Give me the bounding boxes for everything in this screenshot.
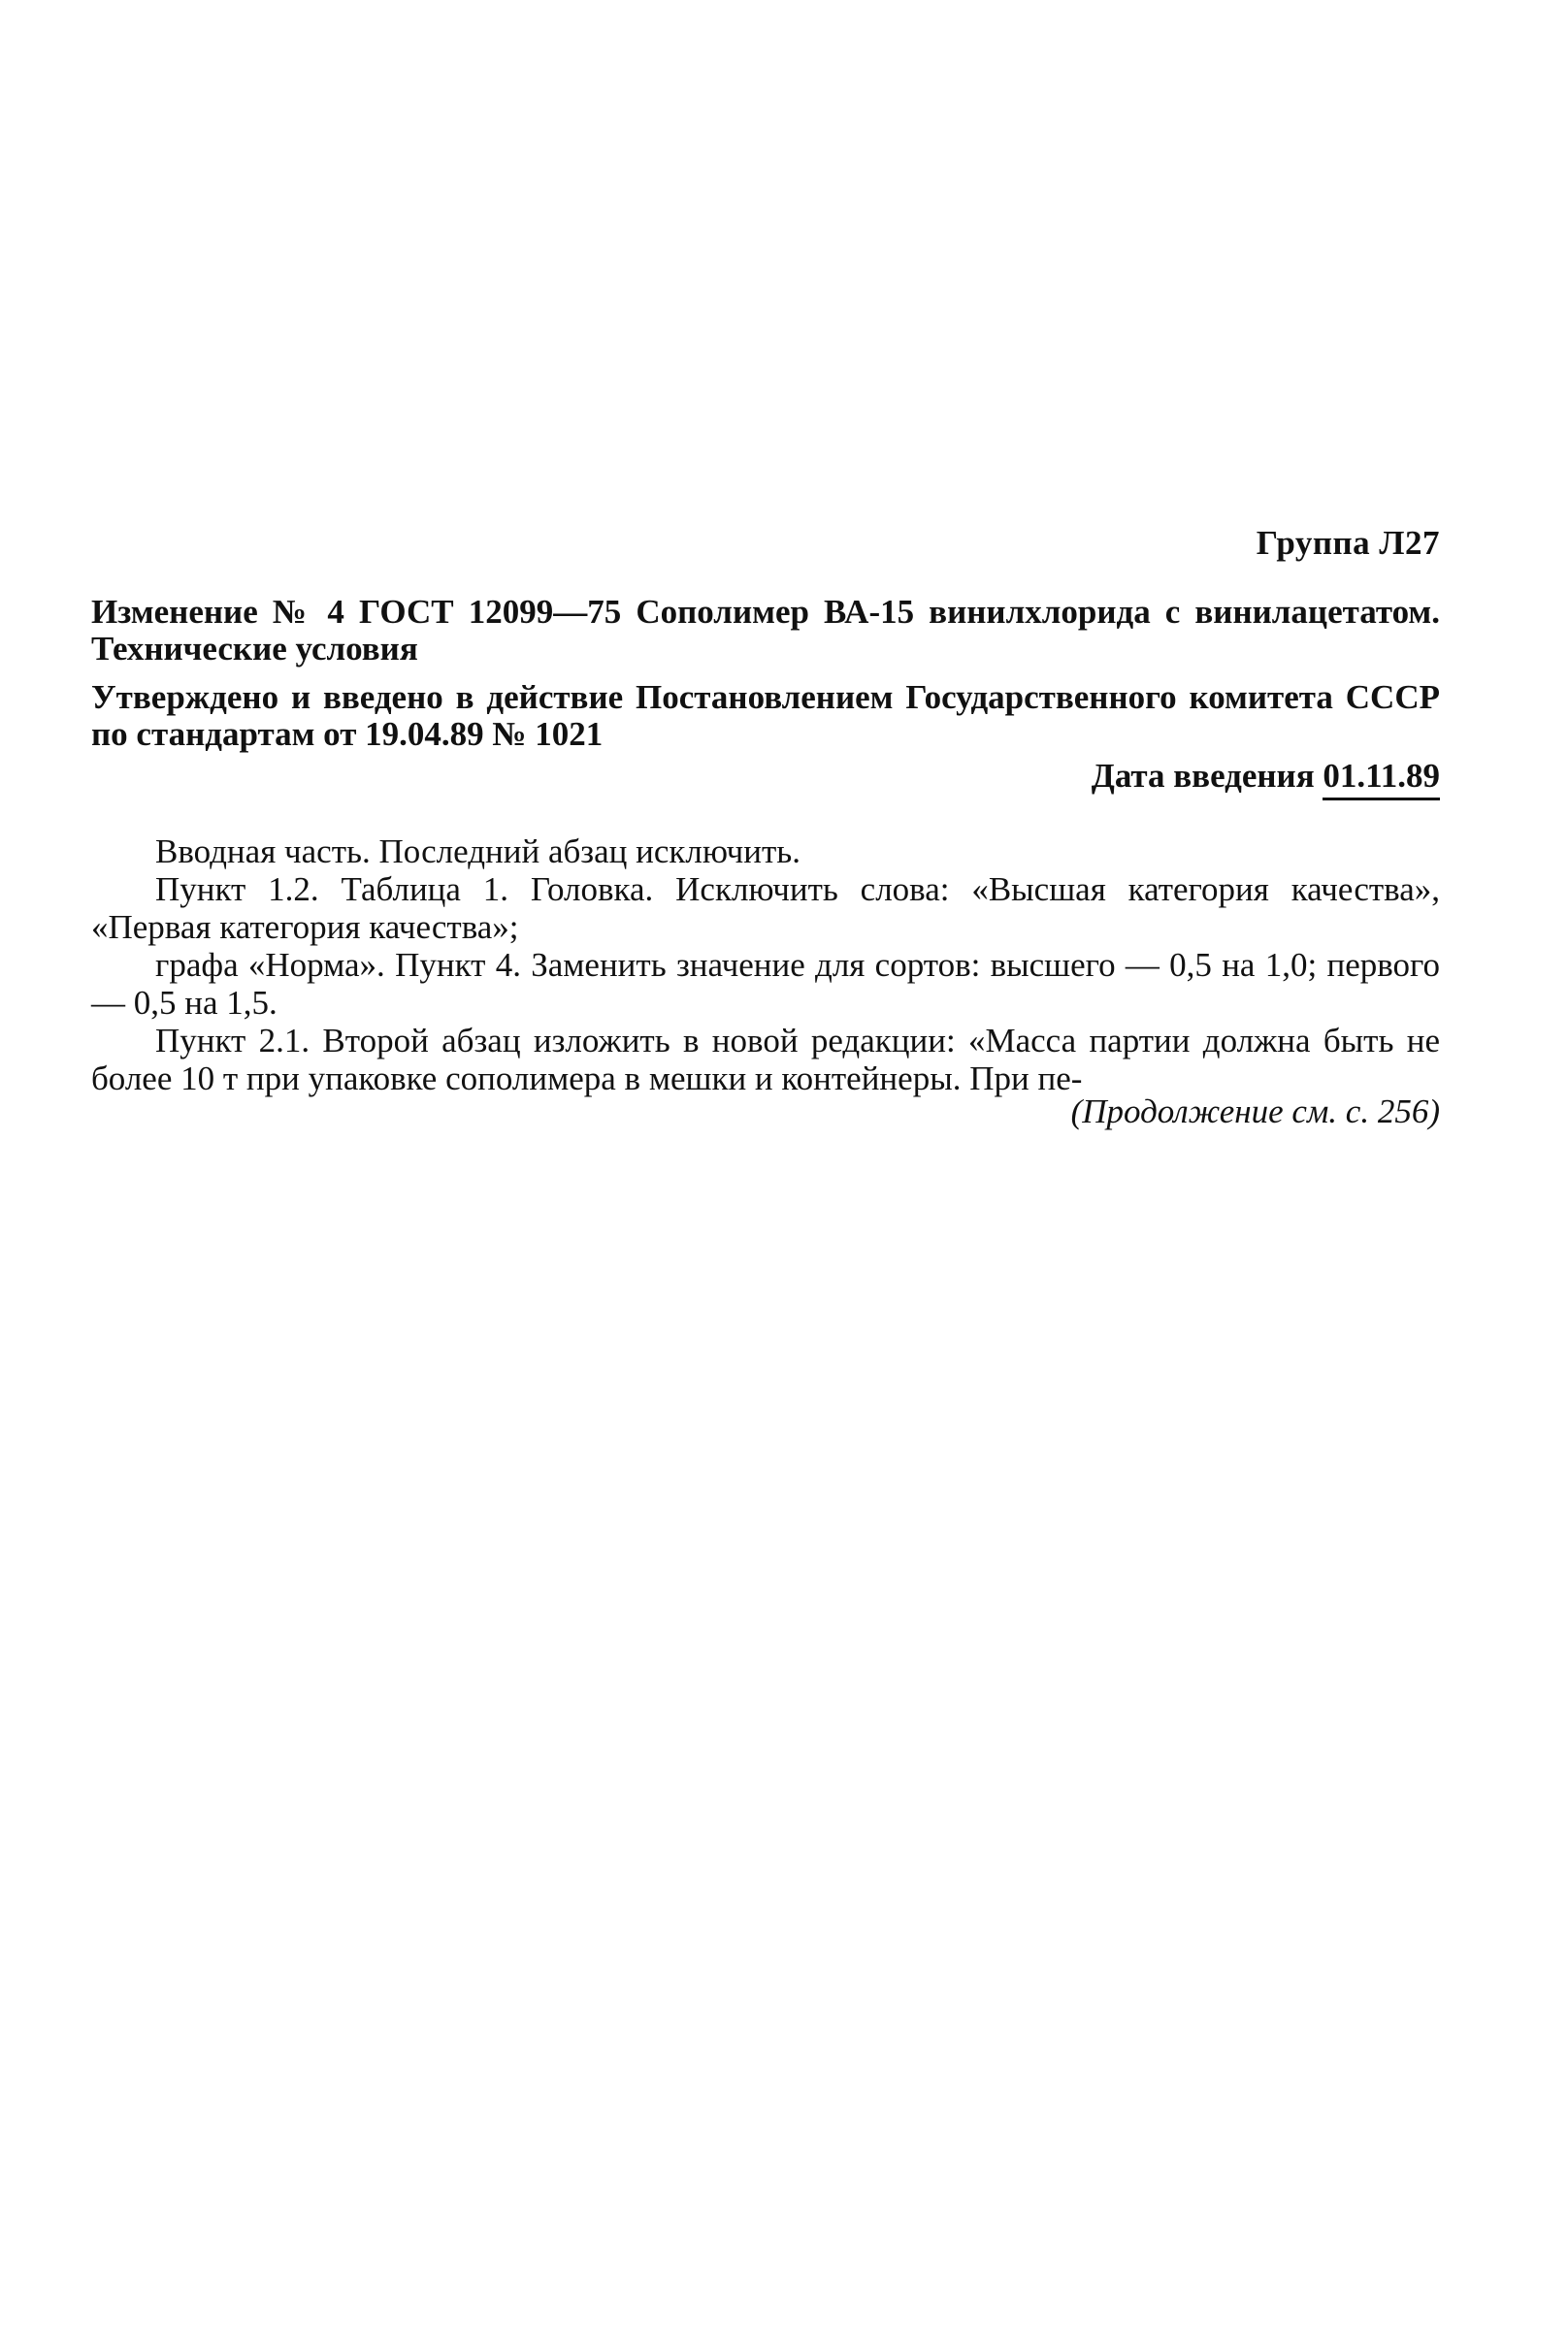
approval-statement — [91, 679, 1440, 753]
change-title-text: Изменение № 4 ГОСТ 12099—75 Сополимер ВА-15 винилхлорида с винилацетатом. Технические условия — [91, 593, 1440, 668]
intro-date-label: Дата введения — [1091, 757, 1323, 795]
intro-date — [1092, 757, 1440, 800]
paragraph: графа «Норма». Пункт 4. Заменить значение для сортов: высшего — 0,5 на 1,0; первого — 0,5 на 1,5. — [91, 946, 1440, 1022]
group-label: Группа Л27 — [1256, 524, 1440, 562]
approval-text: Утверждено и введено в действие Постановлением Государственного комитета СССР по стандартам от 19.04.89 № 1021 — [91, 678, 1440, 753]
paragraph: Вводная часть. Последний абзац исключить. — [155, 832, 801, 870]
continuation-note: (Продолжение см. с. 256) — [1070, 1092, 1440, 1130]
paragraph: Пункт 1.2. Таблица 1. Головка. Исключить слова: «Высшая категория качества», «Первая категория качества»; — [91, 870, 1440, 946]
intro-date-value: 01.11.89 — [1323, 757, 1440, 800]
paragraph: Пункт 2.1. Второй абзац изложить в новой редакции: «Масса партии должна быть не более 10 т при упаковке сополимера в мешки и контейнеры. При пе- — [91, 1022, 1440, 1097]
body-text — [91, 832, 1440, 1097]
change-title — [91, 594, 1440, 668]
